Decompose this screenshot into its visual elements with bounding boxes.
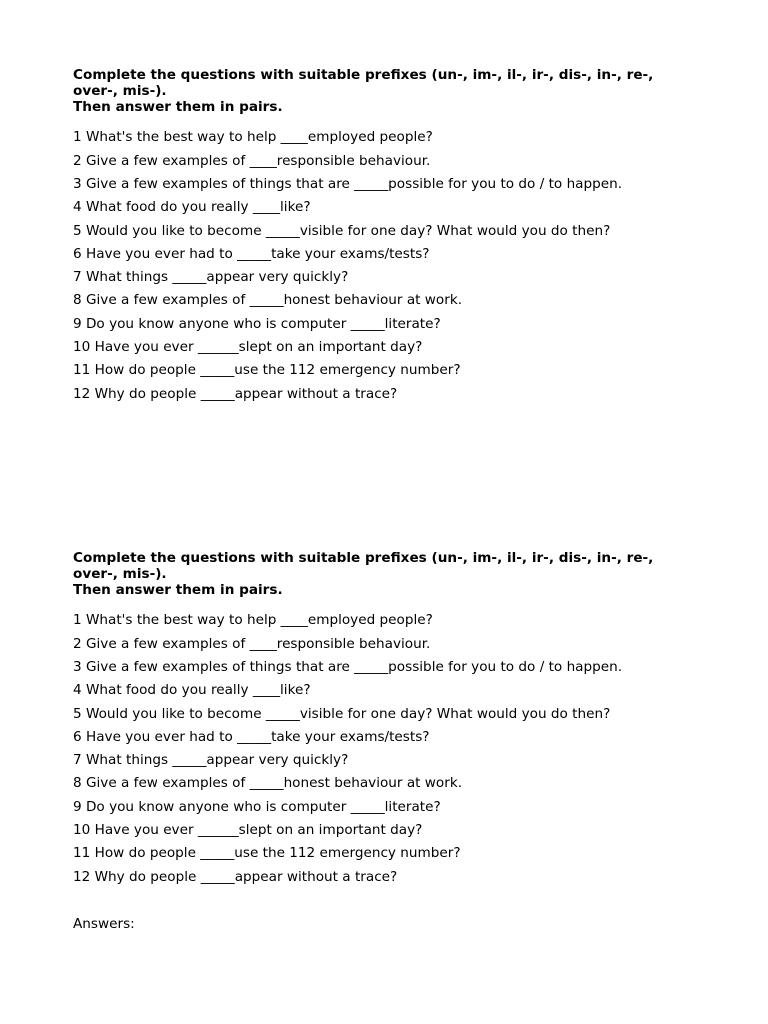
- question-item-12: 12 Why do people _____appear without a trace?: [73, 868, 398, 885]
- question-item-11: 11 How do people _____use the 112 emergency number?: [73, 845, 461, 862]
- question-item-12: 12 Why do people _____appear without a trace?: [73, 385, 398, 402]
- question-item-10: 10 Have you ever ______slept on an important day?: [73, 339, 423, 356]
- question-item-2: 2 Give a few examples of ____responsible behaviour.: [73, 635, 431, 652]
- question-item-6: 6 Have you ever had to _____take your exams/tests?: [73, 245, 430, 262]
- question-item-9: 9 Do you know anyone who is computer _____literate?: [73, 798, 441, 815]
- exercise-block-2: [73, 551, 693, 889]
- instruction-line-2: over-, mis-).: [73, 565, 167, 582]
- question-list: [73, 126, 693, 406]
- question-item-8: 8 Give a few examples of _____honest behaviour at work.: [73, 292, 463, 309]
- instruction-line-3: Then answer them in pairs.: [73, 581, 283, 598]
- question-item-6: 6 Have you ever had to _____take your exams/tests?: [73, 728, 430, 745]
- question-item-4: 4 What food do you really ____like?: [73, 199, 311, 216]
- question-list: [73, 609, 693, 889]
- exercise-block-1: [73, 68, 693, 406]
- question-item-5: 5 Would you like to become _____visible for one day? What would you do then?: [73, 222, 611, 239]
- instruction-text: [73, 68, 693, 115]
- instruction-line-2: over-, mis-).: [73, 82, 167, 99]
- question-item-2: 2 Give a few examples of ____responsible behaviour.: [73, 152, 431, 169]
- question-item-1: 1 What's the best way to help ____employed people?: [73, 129, 433, 146]
- instruction-text: [73, 551, 693, 598]
- question-item-7: 7 What things _____appear very quickly?: [73, 752, 349, 769]
- question-item-1: 1 What's the best way to help ____employed people?: [73, 612, 433, 629]
- question-item-10: 10 Have you ever ______slept on an important day?: [73, 822, 423, 839]
- question-item-7: 7 What things _____appear very quickly?: [73, 269, 349, 286]
- instruction-line-1: Complete the questions with suitable prefixes (un-, im-, il-, ir-, dis-, in-, re-,: [73, 550, 654, 566]
- question-item-3: 3 Give a few examples of things that are _____possible for you to do / to happen.: [73, 658, 623, 675]
- answers-label: Answers:: [73, 916, 135, 932]
- question-item-3: 3 Give a few examples of things that are _____possible for you to do / to happen.: [73, 175, 623, 192]
- question-item-5: 5 Would you like to become _____visible for one day? What would you do then?: [73, 705, 611, 722]
- instruction-line-3: Then answer them in pairs.: [73, 98, 283, 115]
- question-item-8: 8 Give a few examples of _____honest behaviour at work.: [73, 775, 463, 792]
- question-item-9: 9 Do you know anyone who is computer _____literate?: [73, 315, 441, 332]
- question-item-4: 4 What food do you really ____like?: [73, 682, 311, 699]
- question-item-11: 11 How do people _____use the 112 emergency number?: [73, 362, 461, 379]
- instruction-line-1: Complete the questions with suitable prefixes (un-, im-, il-, ir-, dis-, in-, re-,: [73, 67, 654, 83]
